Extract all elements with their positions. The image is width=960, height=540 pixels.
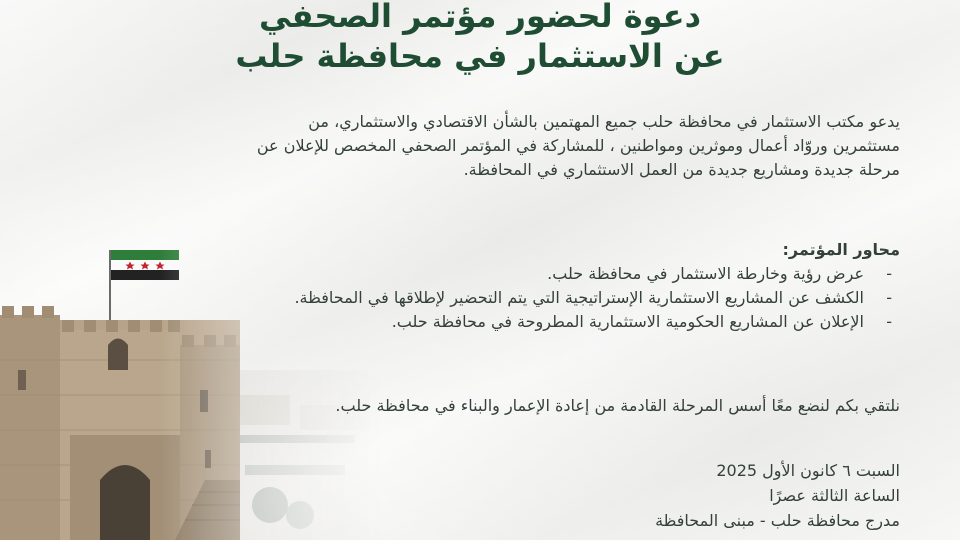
event-time: الساعة الثالثة عصرًا [769,486,900,505]
closing-text: نلتقي بكم لنضع معًا أسس المرحلة القادمة من إعادة الإعمار والبناء في محافظة حلب. [335,396,900,415]
list-item-text: الكشف عن المشاريع الاستثمارية الإستراتيجية التي يتم التحضير لإطلاقها في المحافظة. [294,288,864,307]
list-item [80,286,900,310]
axes-list [80,262,900,334]
bullet-dash: - [886,264,892,283]
list-item-text: عرض رؤية وخارطة الاستثمار في محافظة حلب. [547,264,864,283]
bullet-dash: - [886,312,892,331]
title-line-2: عن الاستثمار في محافظة حلب [235,37,725,75]
conference-axes [80,238,900,334]
intro-paragraph [80,110,900,182]
list-item-text: الإعلان عن المشاريع الحكومية الاستثمارية المطروحة في محافظة حلب. [391,312,864,331]
list-item [80,310,900,334]
event-venue: مدرج محافظة حلب - مبنى المحافظة [655,511,900,530]
list-item [80,262,900,286]
event-details [80,458,900,533]
closing-statement [80,394,900,418]
intro-line: يدعو مكتب الاستثمار في محافظة حلب جميع المهتمين بالشأن الاقتصادي والاستثماري، من [308,112,900,131]
bullet-dash: - [886,288,892,307]
title-line-1: دعوة لحضور مؤتمر الصحفي [259,0,701,35]
axes-heading: محاور المؤتمر: [782,240,900,259]
intro-line: مرحلة جديدة ومشاريع جديدة من العمل الاستثماري في المحافظة. [463,160,900,179]
event-date: السبت ٦ كانون الأول 2025 [716,461,900,480]
intro-line: مستثمرين وروّاد أعمال وموثرين ومواطنين ، للمشاركة في المؤتمر الصحفي المخصص للإعلان عن [256,136,900,155]
